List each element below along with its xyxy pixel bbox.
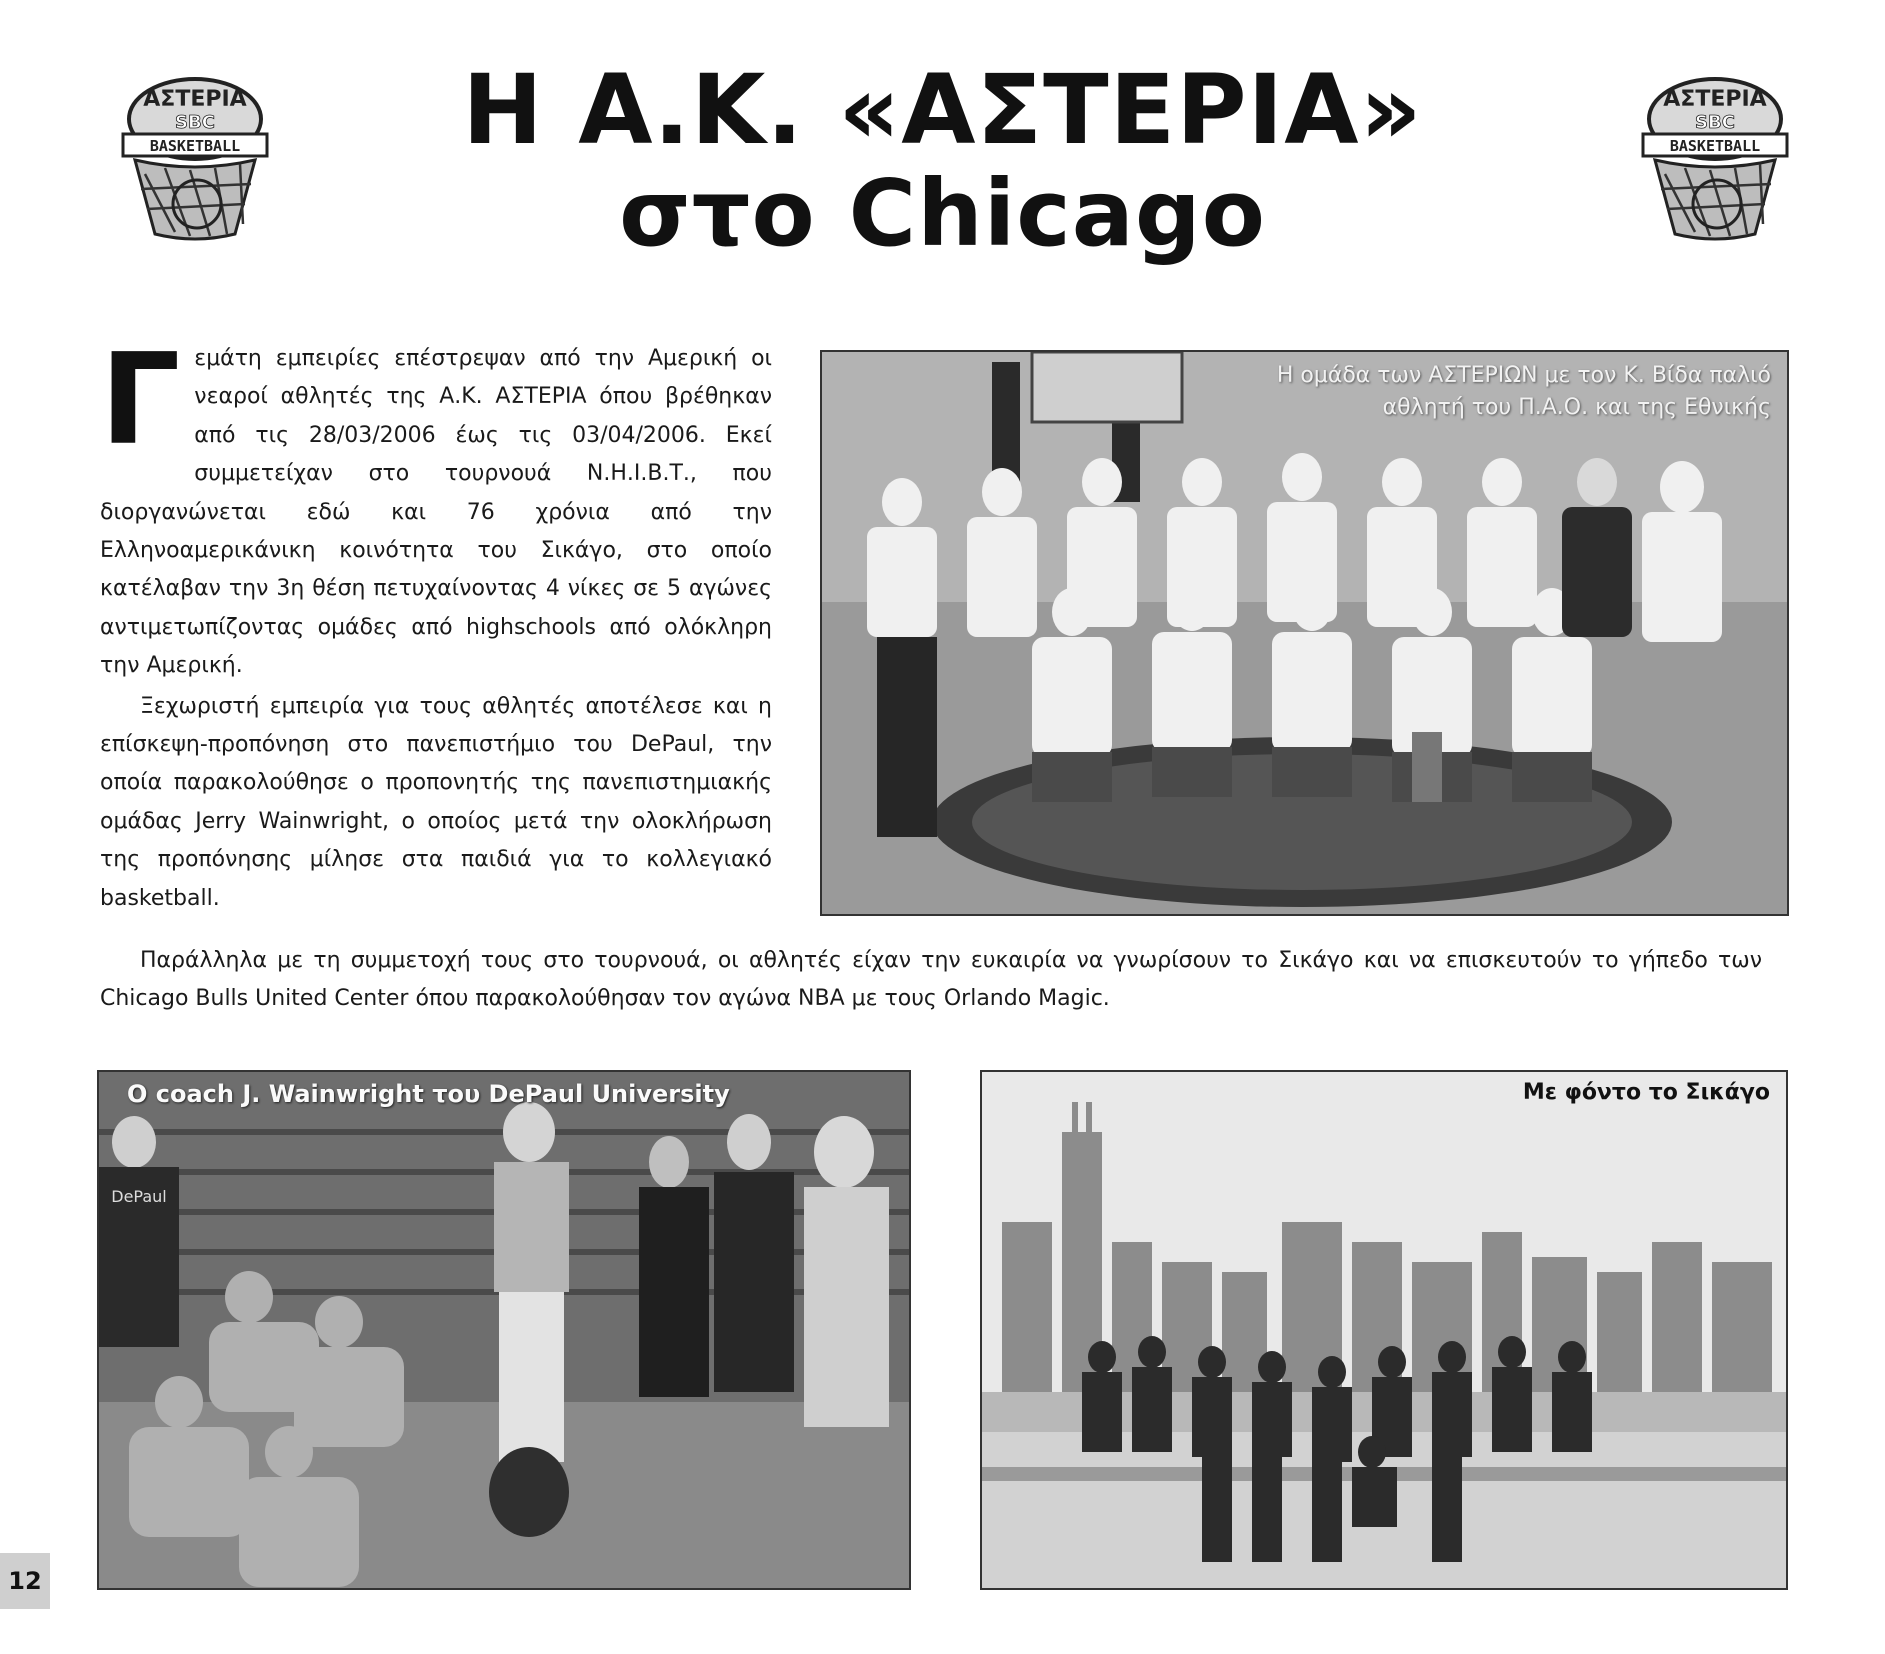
chicago-photo-caption: Με φόντο το Σικάγο: [1522, 1080, 1770, 1105]
coach-photo-caption: Ο coach J. Wainwright του DePaul University: [127, 1080, 730, 1108]
coach-photo: [97, 1070, 911, 1590]
article-paragraph-2: Ξεχωριστή εμπειρία για τους αθλητές αποτέλεσε και η επίσκεψη-προπόνηση στο πανεπιστήμιο του DePaul, την οποία παρακολούθησε ο προπονητής της πανεπιστημιακής ομάδας Jerry Wainwright, ο οποίος μετά την ολοκλήρωση της προπόνησης μίλησε στα παιδιά για το κολλεγιακό basketball.: [100, 693, 772, 911]
page-title: [400, 54, 1485, 267]
article-paragraph-3: Παράλληλα με τη συμμετοχή τους στο τουρνουά, οι αθλητές είχαν την ευκαιρία να γνωρίσουν το Σικάγο και να επισκευτούν το γήπεδο των Chicago Bulls United Center όπου παρακολούθησαν τον αγώνα ΝΒΑ με τους Orlando Magic.: [100, 948, 1762, 1012]
asteria-basketball-logo-left: [115, 64, 275, 244]
article-paragraph-1-text: εμάτη εμπειρίες επέστρεψαν από την Αμερική οι νεαροί αθλητές της Α.Κ. ΑΣΤΕΡΙΑ όπου βρέθηκαν από τις 28/03/2006 έως τις 03/04/2006. Εκεί συμμετείχαν στο τουρνουά Ν.Η.Ι.Β.Τ., που διοργανώνεται εδώ και 76 χρόνια από την Ελληνοαμερικάνικη κοινότητα του Σικάγο, στο οποίο κατέλαβαν την 3η θέση πετυχαίνοντας 4 νίκες σε 5 αγώνες αντιμετωπίζοντας ομάδες από highschools από ολόκληρη την Αμερική.: [100, 346, 772, 679]
logo-text-top: ΑΣΤΕΡΙΑ: [143, 87, 247, 112]
chicago-skyline-photo: [980, 1070, 1788, 1590]
article-intro: [100, 326, 772, 918]
coach-photo-image: [99, 1072, 909, 1588]
article-paragraph-1: [100, 326, 772, 686]
logo-text-mid: SBC: [175, 112, 215, 133]
asteria-basketball-logo-right: [1635, 64, 1795, 244]
team-photo: [820, 350, 1789, 916]
basketball-hoop-icon: [1635, 64, 1795, 244]
team-photo-caption: Η ομάδα των ΑΣΤΕΡΙΩΝ με τον Κ. Βίδα παλιό αθλητή του Π.Α.Ο. και της Εθνικής: [1276, 363, 1771, 420]
logo-text-top: ΑΣΤΕΡΙΑ: [1663, 87, 1767, 112]
title-line-1: Η Α.Κ. «ΑΣΤΕΡΙΑ»: [462, 54, 1423, 166]
title-line-2: στο Chicago: [619, 160, 1266, 267]
drop-cap: Γ: [100, 326, 181, 473]
logo-text-mid: SBC: [1695, 112, 1735, 133]
basketball-hoop-icon: [115, 64, 275, 244]
page-number: 12: [0, 1553, 50, 1609]
team-photo-image: [822, 352, 1787, 914]
coach-shirt-text: DePaul: [111, 1187, 167, 1206]
chicago-photo-image: [982, 1072, 1786, 1588]
logo-text-banner: BASKETBALL: [149, 137, 241, 155]
logo-text-banner: BASKETBALL: [1669, 137, 1761, 155]
